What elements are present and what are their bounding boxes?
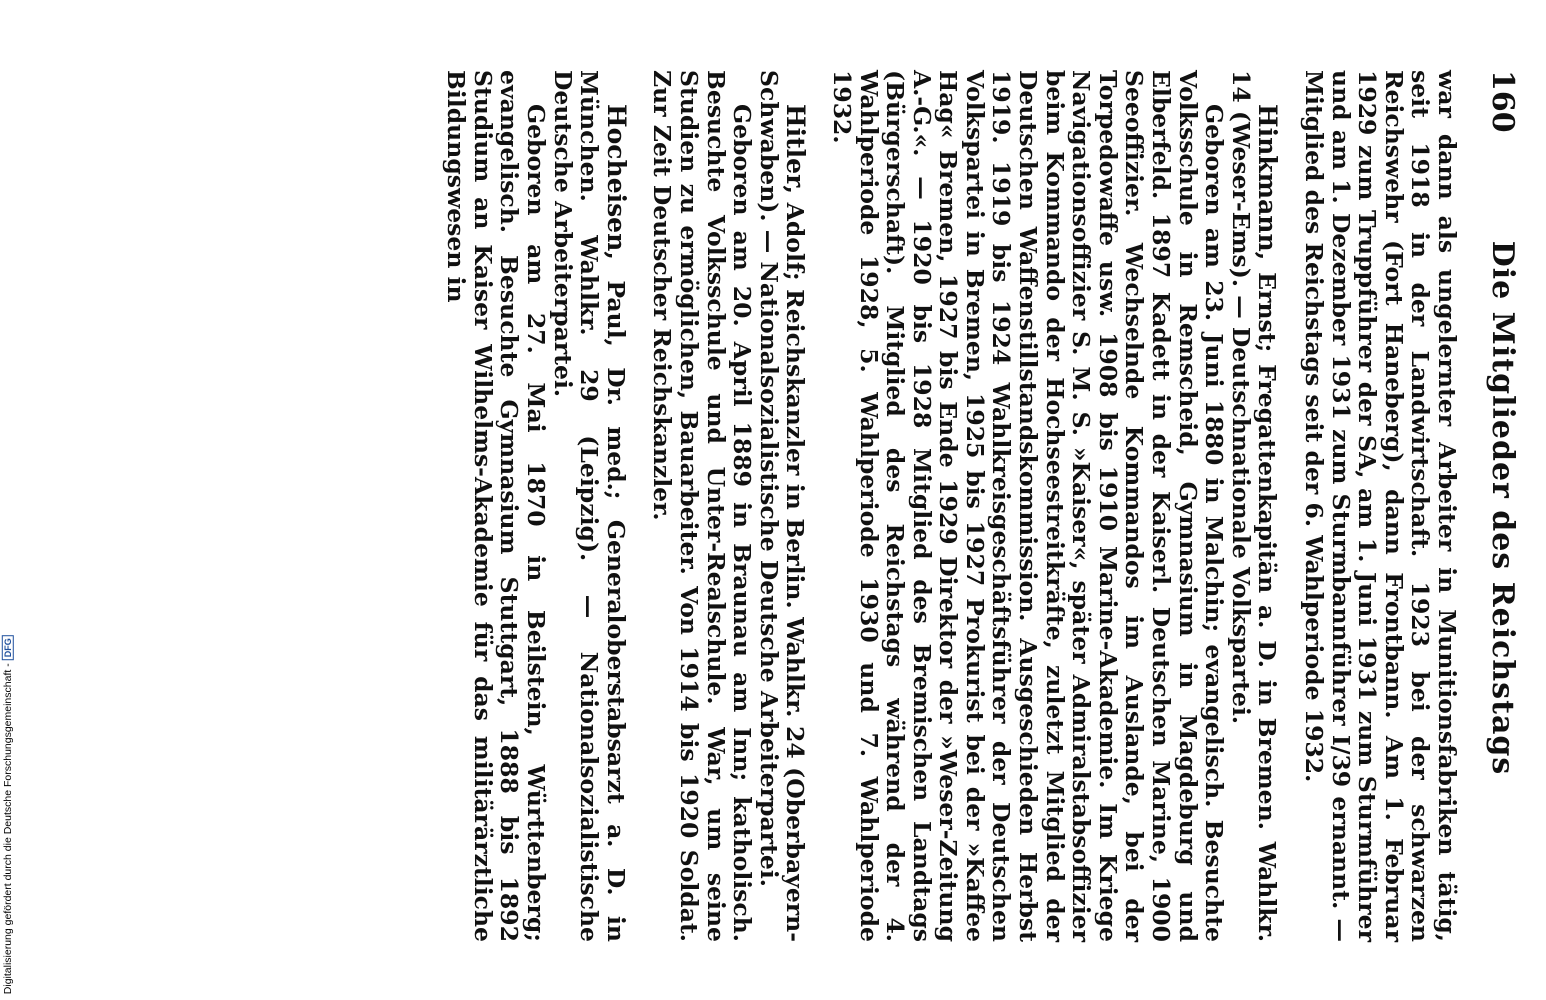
entry-paragraph: Geboren am 27. Mai 1870 in Beilstein, Württenberg; evangelisch. Besuchte Gymnasium Stuttgart, 1888 bis 1892 Studium an Kaiser Wilhelms-Akademie für das militärärztliche Bildungswesen in — [442, 70, 550, 942]
digitization-credit — [2, 635, 14, 994]
entry-heading — [1226, 70, 1283, 942]
biography-entry-hocheisen — [443, 70, 629, 942]
entry-name: Hitler, — [781, 104, 811, 195]
entry-paragraph: Geboren am 23. Juni 1880 in Malchin; evangelisch. Besuchte Volksschule in Remscheid, Gymnasium in Magdeburg und Elberfeld. 1897 Kadett in der Kaiserl. Deutschen Marine, 1900 Seeoffizier. Wechselnde Kommandos im Auslande, bei der Torpedowaffe usw. 1908 bis 1910 Marine-Akademie. Im Kriege Navigationsoffizier S. M. S. »Kaiser«, später Admiralstabsoffizier beim Kommando der Hochseestreitkräfte, zuletzt Mitglied der Deutschen Waffenstillstandskommission. Ausgeschieden Herbst 1919. 1919 bis 1924 Wahlkreisgeschäftsführer der Deutschen Volkspartei in Bremen, 1925 bis 1927 Prokurist bei der »Kaffee Hag« Bremen, 1927 bis Ende 1929 Direktor der »Weser-Zeitung A.-G.«. — 1920 bis 1928 Mitglied des Bremischen Landtags (Bürgerschaft). Mitglied des Reichstags während der 4. Wahlperiode 1928, 5. Wahlperiode 1930 und 7. Wahlperiode 1932. — [827, 70, 1229, 942]
entry-heading-rest: Adolf; Reichskanzler in Berlin. Wahlkr. 24 (Oberbayern-Schwaben). — Nationalsozialistische Deutsche Arbeiterpartei. — [754, 70, 810, 942]
entry-heading-rest: Ernst; Fregattenkapitän a. D. in Bremen. Wahlkr. 14 (Weser-Ems). — Deutschnationale Volkspartei. — [1226, 70, 1282, 942]
entry-heading — [754, 70, 811, 942]
page-header-title: Die Mitglieder des Reichstags — [1485, 240, 1520, 776]
entry-heading-rest: Paul, Dr. med.; Generaloberstabsarzt a. D. in München. Wahlkr. 29 (Leipzig). — Nationalsozialistische Deutsche Arbeiterpartei. — [548, 70, 630, 942]
page-number: 160 — [1485, 70, 1520, 133]
entry-paragraph: Geboren am 20. April 1889 in Braunau am Inn; katholisch. Besuchte Volksschule und Unter-Realschule. War, um seine Studien zu ermöglichen, Bauarbeiter. Von 1914 bis 1920 Soldat. Zur Zeit Deutscher Reichskanzler. — [648, 70, 757, 942]
biography-entry-hinkmann — [827, 70, 1283, 942]
entry-name: Hinkmann, — [1253, 104, 1283, 261]
credit-text: Digitalisierung gefördert durch die Deutsche Forschungsgemeinschaft - — [1, 663, 14, 994]
footer-strip — [0, 0, 16, 1000]
entry-name: Hocheisen, — [601, 104, 631, 260]
running-head — [1460, 70, 1520, 946]
entry-heading — [549, 70, 629, 942]
biography-entry-hitler — [649, 70, 809, 942]
continuation-paragraph: war dann als ungelernter Arbeiter in Munitionsfabriken tätig, seit 1918 in der Landwirtschaft. 1923 bei der schwarzen Reichswehr (Fort Haneberg), dann Frontbann. Am 1. Februar 1929 zum Truppführer der SA, am 1. Juni 1931 zum Sturmführer und am 1. Dezember 1931 zum Sturmbannführer I/39 ernannt. — Mitglied des Reichstags seit der 6. Wahlperiode 1932. — [1300, 70, 1461, 942]
body-text — [443, 70, 1460, 942]
dfg-logo: DFG — [2, 635, 14, 660]
